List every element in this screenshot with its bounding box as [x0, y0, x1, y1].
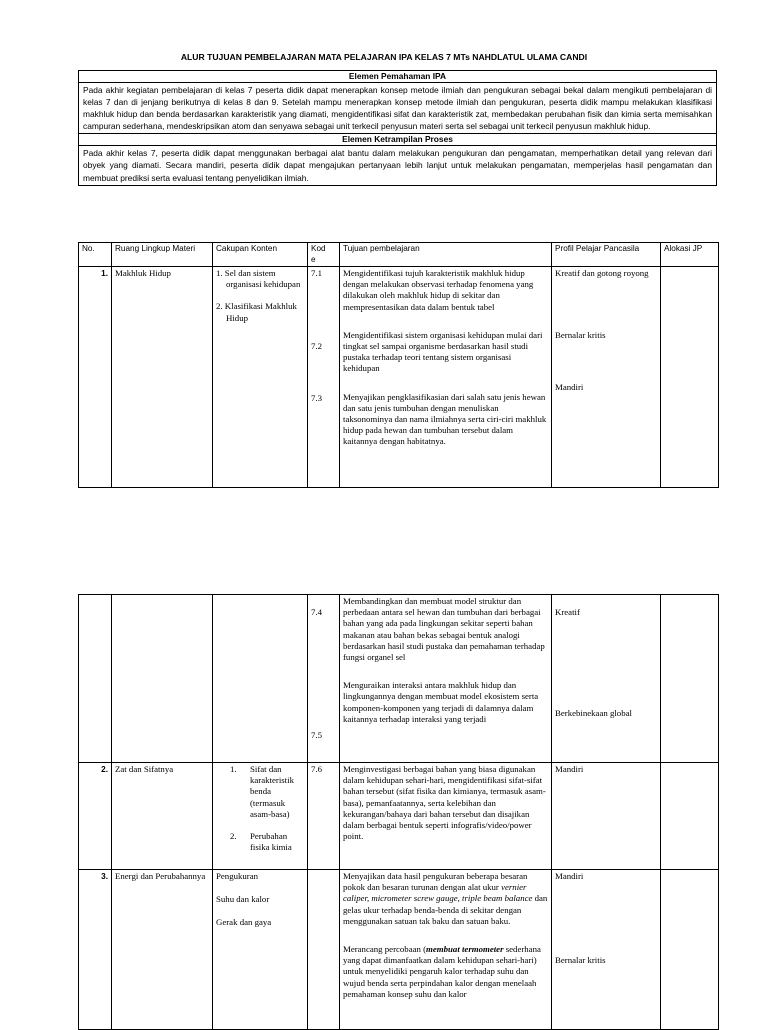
tujuan: Menyajikan pengklasifikasian dari salah satu jenis hewan dan satu jenis tumbuhan dengan menuliskan taksonominya dan nama ilmiahnya serta ciri-ciri makhluk hidup pada hewan dan tumbuhan tersebut dalam kaitannya dengan habitatnya.: [343, 391, 547, 447]
header-no: No.: [79, 243, 112, 267]
tujuan: Menguraikan interaksi antara makhluk hidup dan lingkungannya dengan membuat model ekosistem serta komponen-komponen yang terjadi di dalamnya dalam kaitannya terhadap interaksi yang terjadi: [343, 680, 539, 724]
row-number: [79, 595, 112, 763]
kode: 7.3: [311, 393, 322, 404]
alokasi-cell: [661, 870, 719, 1030]
alokasi-cell: [661, 763, 719, 870]
cakupan-item: Suhu dan kalor: [216, 894, 270, 905]
header-kode-a: Kod: [311, 244, 326, 253]
cakupan-item: 1. Sifat dan karakteristik benda (termasuk asam-basa): [230, 764, 294, 819]
elemen-text: Pada akhir kegiatan pembelajaran di kelas 7 peserta didik dapat menerapkan konsep metode ilmiah dan pengukuran sebagai bekal dalam mengikuti pembelajaran di kelas 7 dan di jenjang berikutnya di kelas 8 dan 9. Setelah mampu menerapkan konsep metode ilmiah dan pengukuran, peserta didik mampu melakukan klasifikasi makhluk hidup dan benda berdasarkan karakteristik yang diamati, mengidentifikasi sifat dan karakteristik zat, membedakan perubahan fisik dan kimia serta memisahkan campuran sederhana, mendeskripsikan atom dan senyawa sebagai unit terkecil penyusun materi serta sel sebagai unit terkecil penyusun makhluk hidup.: [79, 83, 717, 134]
kode-cell: [308, 870, 340, 1030]
header-kode-b: e: [311, 254, 316, 264]
ruang-lingkup: Energi dan Perubahannya: [112, 870, 213, 1030]
header-profil: Profil Pelajar Pancasila: [552, 243, 661, 267]
elemen-text: Pada akhir kelas 7, peserta didik dapat menggunakan berbagai alat bantu dalam melakukan pengukuran dan pengamatan, memperhatikan detail yang relevan dari obyek yang diamati. Secara mandiri, peserta didik dapat mengajukan pertanyaan lebih lanjut untuk melakukan pengamatan, memperjelas hasil pengamatan dan membuat prediksi serta evaluasi tentang penyelidikan ilmiah.: [79, 146, 717, 185]
ruang-lingkup: Zat dan Sifatnya: [112, 763, 213, 870]
ruang-lingkup: [112, 595, 213, 763]
tujuan: Mengidentifikasi tujuh karakteristik makhluk hidup dengan melakukan observasi terhadap fenomena yang dilakukan oleh makhluk hidup di sekitar dan mempresentasikan data dalam bentuk tabel: [343, 268, 534, 312]
profil: Bernalar kritis: [555, 955, 606, 966]
profil: Kreatif: [555, 607, 580, 617]
kode: 7.1: [311, 268, 322, 278]
profil: Mandiri: [552, 763, 661, 870]
tujuan-cell: [340, 595, 552, 763]
alokasi-cell: [661, 595, 719, 763]
profil: Berkebinekaan global: [555, 708, 632, 719]
cakupan-item: Pengukuran: [216, 871, 259, 881]
kode-cell: [308, 595, 340, 763]
profil-cell: [552, 870, 661, 1030]
elemen-box: [78, 70, 717, 186]
profil: Bernalar kritis: [555, 330, 606, 341]
tujuan: Mengidentifikasi sistem organisasi kehidupan mulai dari tingkat sel sampai organisme berdasarkan hasil studi pustaka terhadap teori tentang sistem organisasi kehidupan: [343, 329, 543, 374]
tujuan: Membandingkan dan membuat model struktur dan perbedaan antara sel hewan dan tumbuhan dari berbagai bahan yang ada pada lingkungan sekitar seperti bahan makanan atau bahan bekas sebagai bentuk analogi berdasarkan hasil studi pustaka dan pemahaman terhadap fungsi organel sel: [343, 596, 545, 663]
ruang-lingkup: Makhluk Hidup: [112, 267, 213, 488]
elemen-heading: Elemen Ketrampilan Proses: [79, 134, 717, 146]
header-ruang: Ruang Lingkup Materi: [112, 243, 213, 267]
header-kode: [308, 243, 340, 267]
cakupan-item: 2. Klasifikasi Makhluk Hidup: [216, 301, 297, 323]
tujuan-cell: [340, 267, 552, 488]
kode: 7.2: [311, 341, 322, 352]
kode: 7.6: [308, 763, 340, 870]
cakupan-konten: [213, 870, 308, 1030]
alokasi-cell: [661, 267, 719, 488]
table-row: [79, 763, 719, 870]
profil: Kreatif dan gotong royong: [555, 268, 649, 278]
kode: 7.4: [311, 607, 322, 617]
cakupan-konten: [213, 763, 308, 870]
tujuan-cell: [340, 870, 552, 1030]
header-tujuan: Tujuan pembelajaran: [340, 243, 552, 267]
row-number: 3.: [79, 870, 112, 1030]
document-title: ALUR TUJUAN PEMBELAJARAN MATA PELAJARAN IPA KELAS 7 MTs NAHDLATUL ULAMA CANDI: [180, 52, 588, 62]
row-number: 2.: [79, 763, 112, 870]
header-alokasi: Alokasi JP: [661, 243, 719, 267]
tujuan: Merancang percobaan (membuat termometer sederhana yang dapat dimanfaatkan dalam kehidupan sehari-hari) untuk menyelidiki pengaruh kalor terhadap suhu dan wujud benda serta perpindahan kalor dengan menelaah pemahaman konsep suhu dan kalor: [343, 944, 541, 999]
kode: 7.5: [311, 730, 322, 741]
elemen-heading: Elemen Pemahaman IPA: [79, 71, 717, 83]
table-row: [79, 267, 719, 488]
cakupan-konten: [213, 595, 308, 763]
tujuan: Menyajikan data hasil pengukuran beberapa besaran pokok dan besaran turunan dengan alat ukur vernier caliper, micrometer screw gauge, triple beam balance dan gelas ukur terhadap benda-benda di sekitar dengan menggunakan satuan tak baku dan satuan baku.: [343, 871, 548, 926]
atp-table: [78, 242, 719, 488]
profil-cell: [552, 595, 661, 763]
profil: Mandiri: [555, 871, 584, 881]
cakupan-item: 2. Perubahan fisika kimia: [230, 831, 292, 853]
row-number: 1.: [79, 267, 112, 488]
cakupan-konten: [213, 267, 308, 488]
tujuan: Menginvestigasi berbagai bahan yang biasa digunakan dalam kehidupan sehari-hari, mengidentifikasi sifat-sifat bahan tersebut (sifat fisika dan kimianya, termasuk asam-basa), pemanfaatannya, serta kelebihan dan kekurangan/bahaya dari bahan tersebut dan disajikan dalam berbagai bentuk seperti infografis/video/power point.: [340, 763, 552, 870]
table-row: [79, 595, 719, 763]
table-row: [79, 870, 719, 1030]
profil: Mandiri: [555, 382, 584, 393]
atp-table-continued: [78, 594, 719, 1030]
kode-cell: [308, 267, 340, 488]
cakupan-item: Gerak dan gaya: [216, 917, 272, 928]
header-cakupan: Cakupan Konten: [213, 243, 308, 267]
table-header-row: [79, 243, 719, 267]
cakupan-item: 1. Sel dan sistem organisasi kehidupan: [216, 268, 301, 290]
profil-cell: [552, 267, 661, 488]
